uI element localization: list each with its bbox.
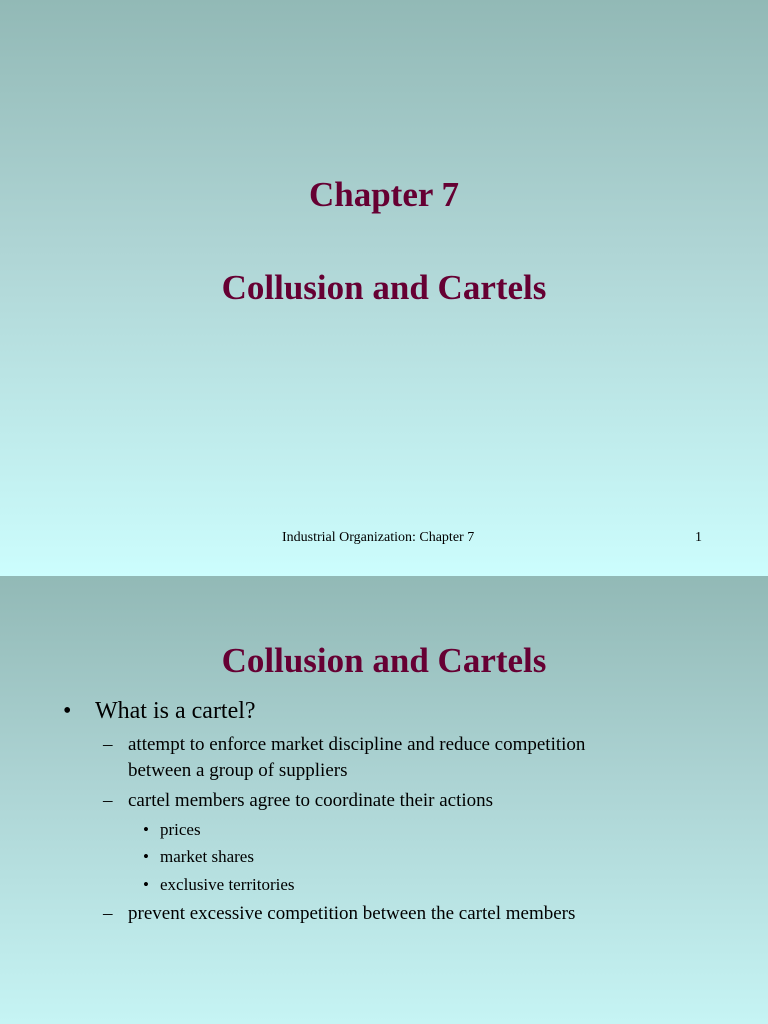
bullet-list xyxy=(0,576,768,1024)
sub-sub-bullet-text: market shares xyxy=(160,847,254,866)
bullet-marker: • xyxy=(143,820,149,839)
bullet-marker: • xyxy=(143,847,149,866)
sub-sub-bullet-text: exclusive territories xyxy=(160,875,295,894)
page-number: 1 xyxy=(695,530,702,545)
bullet-marker: • xyxy=(63,698,72,724)
bullet-marker: • xyxy=(143,875,149,894)
sub-bullet-text: attempt to enforce market discipline and reduce competition xyxy=(128,734,586,755)
slide-title: Collusion and Cartels xyxy=(221,641,547,680)
slide-footer: Industrial Organization: Chapter 7 xyxy=(282,530,475,545)
dash-marker: – xyxy=(103,790,113,811)
dash-marker: – xyxy=(103,734,113,755)
slide-2 xyxy=(0,576,768,1024)
slide-chapter-heading: Chapter 7 xyxy=(308,175,460,214)
slide-title: Collusion and Cartels xyxy=(221,268,547,307)
dash-marker: – xyxy=(103,903,113,924)
bullet-text: What is a cartel? xyxy=(95,698,256,724)
sub-bullet-text: cartel members agree to coordinate their actions xyxy=(128,790,494,811)
sub-sub-bullet-text: prices xyxy=(160,820,201,839)
sub-bullet-text: prevent excessive competition between the cartel members xyxy=(128,903,576,924)
sub-bullet-text: between a group of suppliers xyxy=(128,760,348,781)
